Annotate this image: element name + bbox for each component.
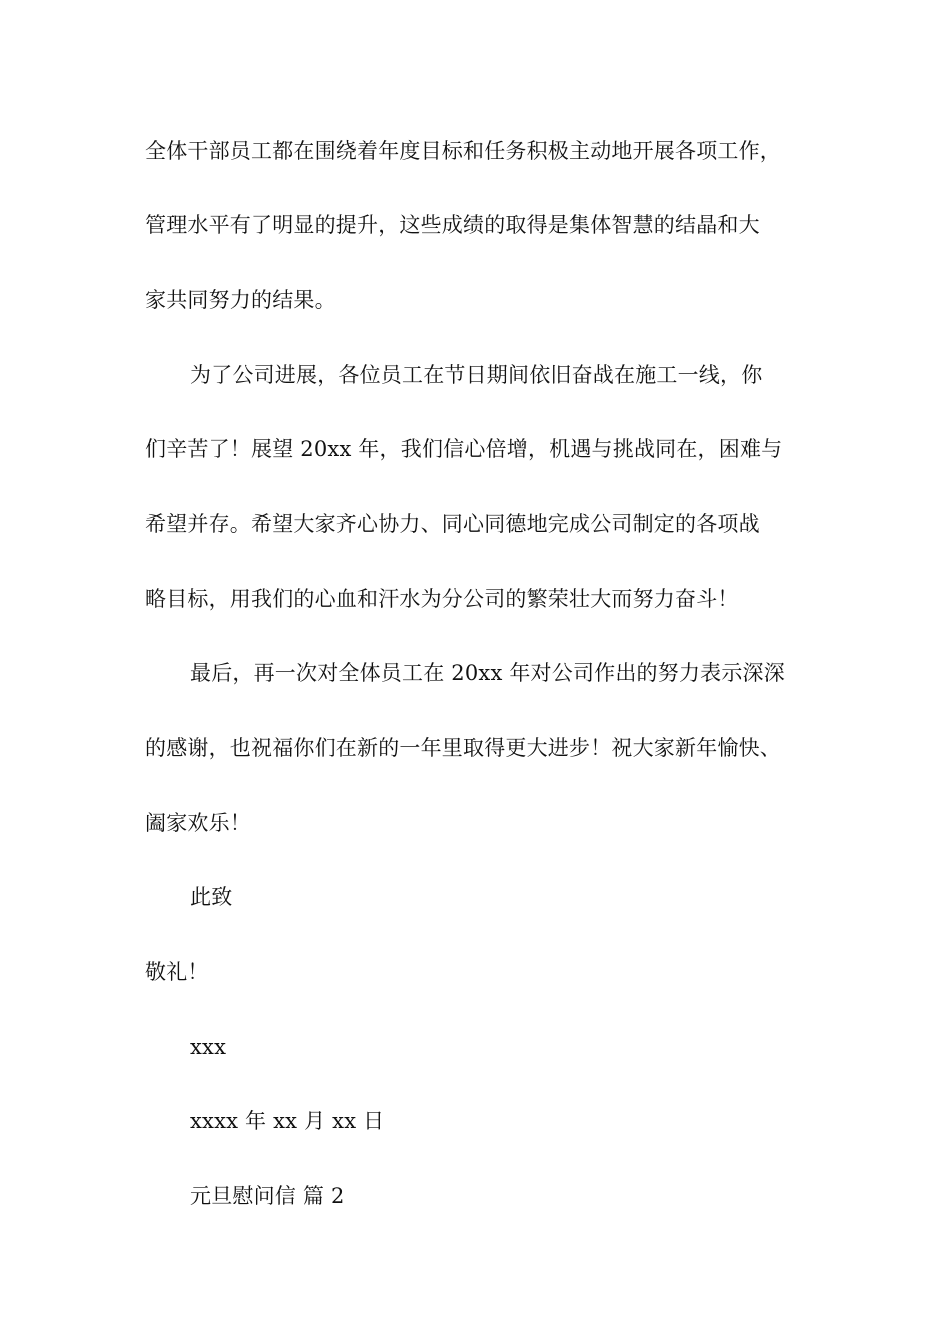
paragraph-line-1: 全体干部员工都在围绕着年度目标和任务积极主动地开展各项工作，	[145, 139, 781, 163]
paragraph-line-5: 们辛苦了！展望 20xx 年，我们信心倍增，机遇与挑战同在，困难与	[145, 437, 783, 461]
paragraph-line-7: 略目标，用我们的心血和汗水为分公司的繁荣壮大而努力奋斗！	[145, 587, 739, 611]
section-heading: 元旦慰问信 篇 2	[190, 1184, 345, 1208]
paragraph-line-6: 希望并存。希望大家齐心协力、同心同德地完成公司制定的各项战	[145, 512, 760, 536]
paragraph-line-2: 管理水平有了明显的提升，这些成绩的取得是集体智慧的结晶和大	[145, 213, 760, 237]
paragraph-line-10: 阖家欢乐！	[145, 811, 251, 835]
closing-regards: 敬礼！	[145, 960, 209, 984]
paragraph-line-9: 的感谢，也祝福你们在新的一年里取得更大进步！祝大家新年愉快、	[145, 736, 781, 760]
closing-salutation: 此致	[190, 885, 233, 909]
signature-name: xxx	[190, 1035, 227, 1059]
signature-date: xxxx 年 xx 月 xx 日	[190, 1109, 385, 1133]
paragraph-line-3: 家共同努力的结果。	[145, 288, 336, 312]
paragraph-line-8: 最后，再一次对全体员工在 20xx 年对公司作出的努力表示深深	[190, 661, 785, 685]
paragraph-line-4: 为了公司进展，各位员工在节日期间依旧奋战在施工一线，你	[190, 363, 763, 387]
